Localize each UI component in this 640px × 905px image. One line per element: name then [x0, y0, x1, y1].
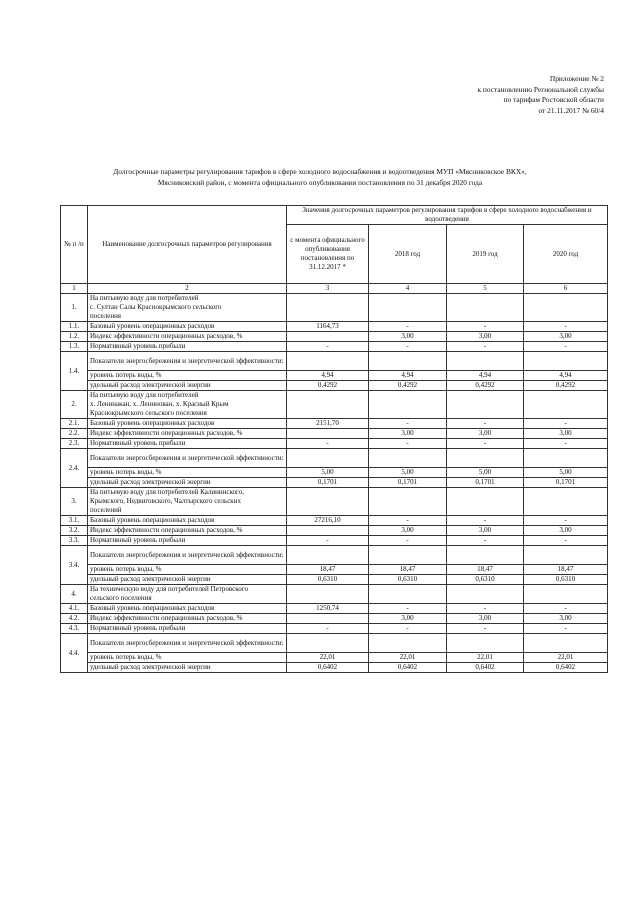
value-cell: - — [447, 516, 524, 526]
section-title — [88, 391, 287, 419]
header-row — [61, 206, 608, 225]
value-cell: - — [447, 342, 524, 352]
row-label: Показатели энергосбережения и энергетической эффективности: — [88, 546, 287, 565]
value-cell: 0,6310 — [287, 575, 369, 585]
value-cell: 0,1701 — [287, 478, 369, 488]
value-cell: - — [369, 536, 447, 546]
section-title-line: На питьевую воду для потребителей Калининского, — [90, 488, 244, 496]
value-cell: 4,94 — [524, 371, 608, 381]
value-cell: 18,47 — [369, 565, 447, 575]
row-label: Индекс эффективности операционных расходов, % — [88, 526, 287, 536]
value-cell: - — [524, 439, 608, 449]
row-number: 2.1. — [61, 419, 88, 429]
row-label: Показатели энергосбережения и энергетической эффективности: — [88, 352, 287, 371]
value-cell: - — [287, 624, 369, 634]
row-label: Базовый уровень операционных расходов — [88, 516, 287, 526]
section-title — [88, 294, 287, 322]
row-label: Нормативный уровень прибыли — [88, 439, 287, 449]
header-col-2020 — [524, 225, 608, 284]
value-cell: - — [287, 439, 369, 449]
value-cell — [287, 614, 369, 624]
value-cell: 27216,10 — [287, 516, 369, 526]
section-title-row — [61, 391, 608, 419]
value-cell: 18,47 — [287, 565, 369, 575]
value-cell: 18,47 — [447, 565, 524, 575]
value-cell: - — [447, 604, 524, 614]
empty-value-cell — [524, 546, 608, 565]
empty-value-cell — [287, 546, 369, 565]
row-label: уровень потерь воды, % — [88, 468, 287, 478]
electric-consumption-row — [61, 478, 608, 488]
value-cell: - — [524, 604, 608, 614]
row-number: 4.3. — [61, 624, 88, 634]
section-title-line: Краснокрымского сельского поселения — [90, 409, 207, 417]
row-label: Индекс эффективности операционных расходов, % — [88, 614, 287, 624]
row-label: Базовый уровень операционных расходов — [88, 322, 287, 332]
empty-value-cell — [447, 585, 524, 604]
section-title-line: Крымского, Недвиговского, Чалтырского сельских — [90, 497, 241, 505]
row-number: 1.1. — [61, 322, 88, 332]
section-number: 2. — [61, 391, 88, 419]
empty-value-cell — [524, 488, 608, 516]
value-cell: 0,6310 — [524, 575, 608, 585]
section-title-line: с. Султан Салы Краснокрымского сельского — [90, 303, 222, 311]
empty-value-cell — [524, 449, 608, 468]
appendix-block — [477, 74, 604, 116]
value-cell: 0,4292 — [447, 381, 524, 391]
row-number: 3.3. — [61, 536, 88, 546]
empty-value-cell — [287, 585, 369, 604]
empty-value-cell — [369, 634, 447, 653]
value-cell: - — [369, 322, 447, 332]
value-cell: 0,4292 — [287, 381, 369, 391]
base-costs-row — [61, 516, 608, 526]
base-costs-row — [61, 322, 608, 332]
electric-consumption-row — [61, 663, 608, 673]
row-number: 2.4. — [61, 449, 88, 488]
empty-value-cell — [369, 546, 447, 565]
value-cell: 0,6310 — [369, 575, 447, 585]
value-cell: 3,00 — [369, 614, 447, 624]
appendix-line: Приложение № 2 — [549, 74, 604, 83]
row-number: 4.1. — [61, 604, 88, 614]
value-cell: - — [524, 624, 608, 634]
header-col-2018 — [369, 225, 447, 284]
column-number: 5 — [447, 284, 524, 294]
header-num-label: № п /п — [64, 240, 84, 248]
section-title — [88, 585, 287, 604]
header-num — [61, 206, 88, 284]
empty-value-cell — [447, 488, 524, 516]
value-cell: - — [524, 536, 608, 546]
row-number: 1.2. — [61, 332, 88, 342]
value-cell: 18,47 — [524, 565, 608, 575]
row-label: Нормативный уровень прибыли — [88, 342, 287, 352]
header-group — [287, 206, 608, 225]
value-cell: 3,00 — [369, 526, 447, 536]
table-body — [61, 206, 608, 673]
empty-value-cell — [447, 449, 524, 468]
row-number: 4.2. — [61, 614, 88, 624]
profit-level-row — [61, 342, 608, 352]
section-number: 1. — [61, 294, 88, 322]
row-label: Индекс эффективности операционных расходов, % — [88, 429, 287, 439]
empty-value-cell — [287, 488, 369, 516]
empty-value-cell — [287, 449, 369, 468]
row-label: Базовый уровень операционных расходов — [88, 604, 287, 614]
value-cell: 2151,70 — [287, 419, 369, 429]
water-loss-row — [61, 468, 608, 478]
empty-value-cell — [287, 294, 369, 322]
energy-header-row — [61, 352, 608, 371]
section-title-row — [61, 585, 608, 604]
empty-value-cell — [369, 294, 447, 322]
electric-consumption-row — [61, 381, 608, 391]
value-cell: 0,1701 — [369, 478, 447, 488]
value-cell: - — [447, 419, 524, 429]
value-cell: - — [369, 439, 447, 449]
empty-value-cell — [287, 352, 369, 371]
value-cell: 3,00 — [524, 526, 608, 536]
row-label: Базовый уровень операционных расходов — [88, 419, 287, 429]
water-loss-row — [61, 653, 608, 663]
value-cell: 4,94 — [287, 371, 369, 381]
value-cell: - — [287, 536, 369, 546]
value-cell — [287, 332, 369, 342]
value-cell: - — [287, 342, 369, 352]
header-col-2018-label: 2018 год — [394, 249, 421, 258]
empty-value-cell — [447, 634, 524, 653]
row-label: Нормативный уровень прибыли — [88, 536, 287, 546]
row-label: уровень потерь воды, % — [88, 371, 287, 381]
value-cell: - — [524, 342, 608, 352]
title-line: Мясниковский район, с момента официального опубликования постановления по 31 декабря 2020 года — [157, 178, 483, 187]
header-name-label: Наименование долгосрочных параметров регулирования — [102, 240, 272, 248]
section-title — [88, 488, 287, 516]
base-costs-row — [61, 419, 608, 429]
section-title-row — [61, 488, 608, 516]
row-label: Показатели энергосбережения и энергетической эффективности: — [88, 634, 287, 653]
value-cell: - — [369, 516, 447, 526]
value-cell: 3,00 — [369, 332, 447, 342]
value-cell — [287, 429, 369, 439]
value-cell: - — [524, 322, 608, 332]
row-label: удельный расход электрической энергии — [88, 478, 287, 488]
section-title-line: поселения — [90, 312, 122, 320]
section-title-line: На техническую воду для потребителей Петровского — [90, 585, 248, 593]
empty-value-cell — [369, 585, 447, 604]
empty-value-cell — [447, 391, 524, 419]
efficiency-index-row — [61, 526, 608, 536]
value-cell: 0,6402 — [287, 663, 369, 673]
value-cell: 3,00 — [447, 332, 524, 342]
row-label: Нормативный уровень прибыли — [88, 624, 287, 634]
value-cell: 0,4292 — [369, 381, 447, 391]
row-number: 3.1. — [61, 516, 88, 526]
value-cell: 3,00 — [447, 526, 524, 536]
value-cell: - — [447, 322, 524, 332]
efficiency-index-row — [61, 332, 608, 342]
value-cell: 22,01 — [287, 653, 369, 663]
efficiency-index-row — [61, 614, 608, 624]
profit-level-row — [61, 536, 608, 546]
value-cell: - — [524, 419, 608, 429]
value-cell: 4,94 — [369, 371, 447, 381]
title-line: Долгосрочные параметры регулирования тарифов в сфере холодного водоснабжения и водоотведения МУП «Мясниковское ВКХ», — [113, 167, 527, 176]
column-number: 3 — [287, 284, 369, 294]
row-label: Показатели энергосбережения и энергетической эффективности: — [88, 449, 287, 468]
header-col-2019-label: 2019 год — [472, 249, 498, 258]
row-label: удельный расход электрической энергии — [88, 381, 287, 391]
value-cell: 0,6402 — [447, 663, 524, 673]
value-cell: 3,00 — [524, 614, 608, 624]
energy-header-row — [61, 449, 608, 468]
value-cell: 5,00 — [287, 468, 369, 478]
row-label: уровень потерь воды, % — [88, 653, 287, 663]
empty-value-cell — [524, 585, 608, 604]
row-number: 4.4. — [61, 634, 88, 673]
row-label: уровень потерь воды, % — [88, 565, 287, 575]
empty-value-cell — [369, 352, 447, 371]
value-cell: 5,00 — [369, 468, 447, 478]
column-numbers-row — [61, 284, 608, 294]
value-cell: 0,1701 — [447, 478, 524, 488]
row-number: 1.3. — [61, 342, 88, 352]
value-cell: - — [369, 624, 447, 634]
column-number: 1 — [61, 284, 88, 294]
row-label: Индекс эффективности операционных расходов, % — [88, 332, 287, 342]
tariff-parameters-table — [60, 205, 608, 673]
empty-value-cell — [287, 391, 369, 419]
section-title-line: поселений — [90, 506, 122, 514]
value-cell: - — [447, 624, 524, 634]
value-cell: - — [369, 342, 447, 352]
empty-value-cell — [369, 391, 447, 419]
row-label: удельный расход электрической энергии — [88, 575, 287, 585]
base-costs-row — [61, 604, 608, 614]
value-cell: 0,4292 — [524, 381, 608, 391]
value-cell: 0,6402 — [369, 663, 447, 673]
value-cell: - — [447, 536, 524, 546]
value-cell: 1250,74 — [287, 604, 369, 614]
electric-consumption-row — [61, 575, 608, 585]
empty-value-cell — [447, 294, 524, 322]
empty-value-cell — [447, 352, 524, 371]
value-cell: 22,01 — [524, 653, 608, 663]
value-cell: - — [447, 439, 524, 449]
value-cell: - — [369, 604, 447, 614]
row-number: 2.3. — [61, 439, 88, 449]
value-cell: 3,00 — [369, 429, 447, 439]
row-label: удельный расход электрической энергии — [88, 663, 287, 673]
value-cell: 3,00 — [447, 614, 524, 624]
row-number: 3.2. — [61, 526, 88, 536]
value-cell: 1164,73 — [287, 322, 369, 332]
profit-level-row — [61, 439, 608, 449]
value-cell: 3,00 — [524, 332, 608, 342]
header-group-label: Значения долгосрочных параметров регулирования тарифов в сфере холодного водоснабжения и водоотведения — [302, 206, 592, 223]
header-col-pub-label: с момента официального опубликования постановления по 31.12.2017 * — [290, 236, 365, 271]
empty-value-cell — [369, 449, 447, 468]
header-col-2020-label: 2020 год — [552, 249, 579, 258]
value-cell: - — [369, 419, 447, 429]
section-title-line: На питьевую воду для потребителей — [90, 391, 199, 399]
appendix-line: по тарифам Ростовской области — [503, 95, 604, 105]
value-cell — [287, 526, 369, 536]
energy-header-row — [61, 634, 608, 653]
section-number: 3. — [61, 488, 88, 516]
value-cell: 0,6310 — [447, 575, 524, 585]
column-number: 4 — [369, 284, 447, 294]
value-cell: 3,00 — [524, 429, 608, 439]
header-col-2019 — [447, 225, 524, 284]
value-cell: 3,00 — [447, 429, 524, 439]
value-cell: 22,01 — [447, 653, 524, 663]
empty-value-cell — [524, 294, 608, 322]
water-loss-row — [61, 371, 608, 381]
appendix-line: к постановлению Региональной службы — [477, 84, 604, 94]
column-number: 6 — [524, 284, 608, 294]
value-cell: 5,00 — [447, 468, 524, 478]
row-number: 2.2. — [61, 429, 88, 439]
empty-value-cell — [447, 546, 524, 565]
section-title-row — [61, 294, 608, 322]
row-number: 1.4. — [61, 352, 88, 391]
value-cell: 0,1701 — [524, 478, 608, 488]
section-number: 4. — [61, 585, 88, 604]
value-cell: 22,01 — [369, 653, 447, 663]
header-name — [88, 206, 287, 284]
row-number: 3.4. — [61, 546, 88, 585]
water-loss-row — [61, 565, 608, 575]
empty-value-cell — [524, 634, 608, 653]
value-cell: 0,6402 — [524, 663, 608, 673]
document-title — [50, 166, 590, 188]
section-title-line: На питьевую воду для потребителей — [90, 294, 199, 302]
value-cell: 4,94 — [447, 371, 524, 381]
empty-value-cell — [524, 352, 608, 371]
empty-value-cell — [524, 391, 608, 419]
empty-value-cell — [369, 488, 447, 516]
section-title-line: х. Ленинакан, х. Ленинован, х. Красный Крым — [90, 400, 229, 408]
value-cell: - — [524, 516, 608, 526]
appendix-line: от 21.11.2017 № 60/4 — [538, 105, 604, 115]
empty-value-cell — [287, 634, 369, 653]
energy-header-row — [61, 546, 608, 565]
header-col-pub — [287, 225, 369, 284]
column-number: 2 — [88, 284, 287, 294]
section-title-line: сельского поселения — [90, 594, 152, 602]
value-cell: 5,00 — [524, 468, 608, 478]
efficiency-index-row — [61, 429, 608, 439]
profit-level-row — [61, 624, 608, 634]
